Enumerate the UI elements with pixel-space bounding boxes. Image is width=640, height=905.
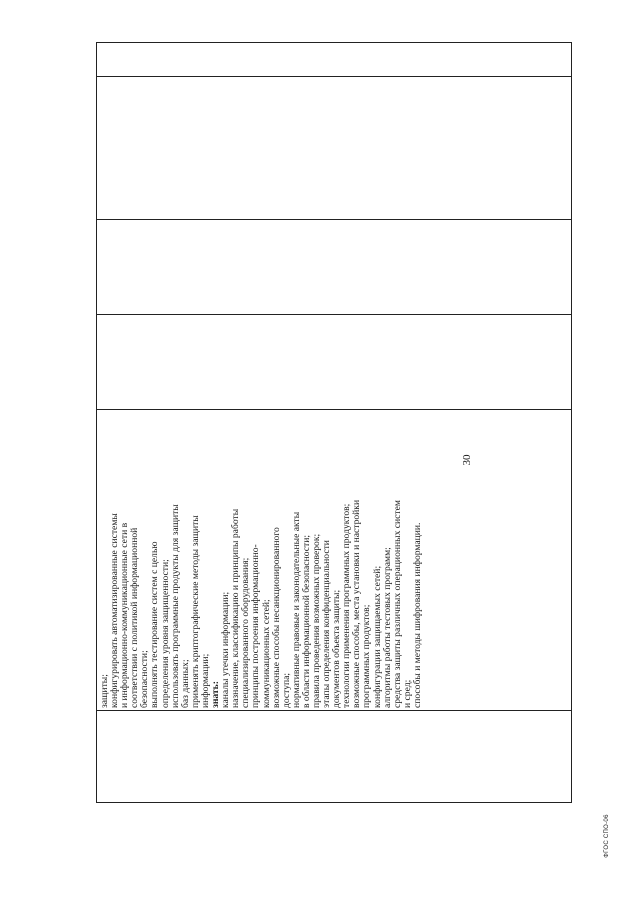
standards-table	[96, 42, 572, 803]
content-line: соответствии с политикой информационной	[129, 527, 141, 708]
content-line: баз данных;	[179, 659, 191, 708]
content-line: специализированного оборудования;	[240, 557, 252, 708]
content-line: этапы определения конфиденциальности	[321, 540, 333, 708]
content-line: технологии применения программных продуктов;	[341, 503, 353, 708]
content-line: нормативные правовые и законодательные акты	[290, 511, 302, 708]
content-line: использовать программные продукты для защиты	[169, 504, 181, 708]
content-line: правила проведения возможных проверок;	[310, 533, 322, 708]
content-line: конфигурации защищаемых сетей;	[371, 565, 383, 708]
table-cell-discipline	[97, 314, 571, 409]
content-line: возможные способы несанкционированного	[270, 527, 282, 708]
table-cell-competencies	[97, 409, 571, 710]
table-cell-hours-total	[97, 219, 571, 314]
content-line: доступа;	[280, 672, 292, 708]
footer-code: ФГОС СПО-06	[604, 814, 610, 858]
content-line: каналы утечки информации;	[220, 591, 232, 708]
content-line: средства защиты различных операционных систем	[391, 500, 403, 708]
content-line: способы и методы шифрования информации.	[411, 522, 423, 708]
table-cell-index	[97, 710, 571, 802]
table-cell-hours-required	[97, 76, 571, 219]
table-rotated-body	[96, 42, 572, 803]
content-line: принципы построения информационно-	[250, 544, 262, 708]
content-line: и сред;	[401, 679, 413, 708]
content-line: выполнять тестирование систем с целью	[149, 541, 161, 708]
table-cell-code	[97, 43, 571, 76]
content-line: возможные способы, места установки и настройки	[351, 499, 363, 708]
content-line: алгоритмы работы тестовых программ;	[381, 547, 393, 708]
content-line: безопасности;	[139, 650, 151, 708]
content-line: и информационно-коммуникационные сети в	[119, 522, 131, 708]
content-line: информации;	[199, 653, 211, 708]
content-line: защиты;	[99, 674, 110, 708]
page-number: 30	[461, 454, 473, 466]
content-line: конфигурировать автоматизированные системы	[109, 513, 121, 708]
competencies-text	[100, 414, 569, 708]
content-line: программных продуктов;	[361, 604, 373, 708]
content-line: знать:	[210, 681, 222, 708]
content-line: определения уровня защищенности;	[159, 559, 171, 708]
content-line: коммуникационных сетей;	[260, 599, 272, 708]
content-line: документов объекта защиты;	[331, 589, 343, 708]
content-line: применять криптографические методы защиты	[189, 515, 201, 708]
content-line: в области информационной безопасности;	[300, 535, 312, 708]
content-line: назначение, классификацию и принципы работы	[230, 508, 242, 708]
